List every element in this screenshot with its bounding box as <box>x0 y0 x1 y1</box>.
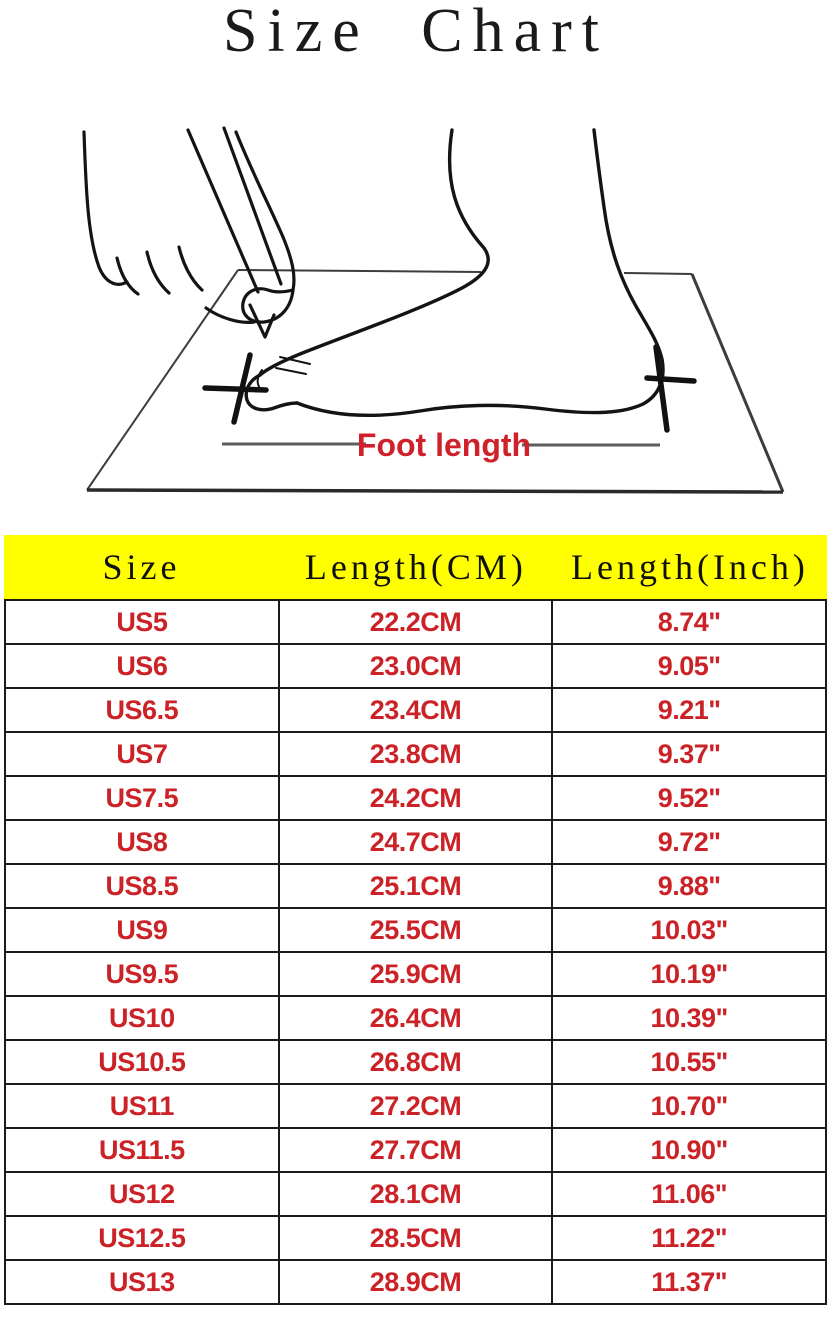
length-inch-cell: 11.37" <box>552 1260 826 1304</box>
length-cm-cell: 25.9CM <box>279 952 553 996</box>
length-inch-cell: 10.90" <box>552 1128 826 1172</box>
table-row <box>5 820 826 864</box>
size-cell: US8 <box>5 820 279 864</box>
size-cell: US10.5 <box>5 1040 279 1084</box>
length-cm-cell: 28.1CM <box>279 1172 553 1216</box>
table-row <box>5 1084 826 1128</box>
heel-cross-mark <box>647 347 694 430</box>
size-cell: US12.5 <box>5 1216 279 1260</box>
size-cell: US5 <box>5 600 279 644</box>
length-cm-cell: 23.4CM <box>279 688 553 732</box>
table-row <box>5 996 826 1040</box>
table-row <box>5 644 826 688</box>
length-cm-cell: 24.7CM <box>279 820 553 864</box>
length-cm-cell: 26.8CM <box>279 1040 553 1084</box>
length-inch-cell: 10.55" <box>552 1040 826 1084</box>
size-cell: US11.5 <box>5 1128 279 1172</box>
length-cm-cell: 25.1CM <box>279 864 553 908</box>
length-cm-cell: 27.2CM <box>279 1084 553 1128</box>
size-cell: US6 <box>5 644 279 688</box>
size-cell: US12 <box>5 1172 279 1216</box>
hand-with-pen <box>84 128 294 337</box>
table-row <box>5 1040 826 1084</box>
length-inch-cell: 10.39" <box>552 996 826 1040</box>
length-cm-cell: 25.5CM <box>279 908 553 952</box>
length-cm-cell: 23.0CM <box>279 644 553 688</box>
table-row <box>5 908 826 952</box>
length-cm-cell: 23.8CM <box>279 732 553 776</box>
size-cell: US6.5 <box>5 688 279 732</box>
size-cell: US9.5 <box>5 952 279 996</box>
length-cm-cell: 28.5CM <box>279 1216 553 1260</box>
size-cell: US7 <box>5 732 279 776</box>
table-row <box>5 952 826 996</box>
length-cm-cell: 28.9CM <box>279 1260 553 1304</box>
table-row <box>5 732 826 776</box>
table-row <box>5 600 826 644</box>
size-table-grid <box>4 599 827 1305</box>
table-header-row <box>4 535 827 599</box>
size-cell: US9 <box>5 908 279 952</box>
length-inch-cell: 10.19" <box>552 952 826 996</box>
length-cm-cell: 22.2CM <box>279 600 553 644</box>
size-cell: US13 <box>5 1260 279 1304</box>
table-row <box>5 1260 826 1304</box>
length-inch-cell: 9.72" <box>552 820 826 864</box>
length-inch-cell: 11.06" <box>552 1172 826 1216</box>
header-length-inch: Length(Inch) <box>570 547 809 587</box>
table-row <box>5 1172 826 1216</box>
length-inch-cell: 10.70" <box>552 1084 826 1128</box>
length-cm-cell: 27.7CM <box>279 1128 553 1172</box>
length-cm-cell: 26.4CM <box>279 996 553 1040</box>
length-inch-cell: 9.05" <box>552 644 826 688</box>
size-table-body <box>5 600 826 1304</box>
length-inch-cell: 11.22" <box>552 1216 826 1260</box>
header-length-cm: Length(CM) <box>304 547 527 587</box>
size-chart-table <box>4 535 827 1305</box>
table-row <box>5 864 826 908</box>
table-row <box>5 1128 826 1172</box>
size-cell: US10 <box>5 996 279 1040</box>
page-title: Size Chart <box>223 0 609 65</box>
toe-cross-mark <box>205 355 266 422</box>
length-inch-cell: 9.21" <box>552 688 826 732</box>
size-cell: US11 <box>5 1084 279 1128</box>
header-size: Size <box>102 547 181 587</box>
length-cm-cell: 24.2CM <box>279 776 553 820</box>
length-inch-cell: 8.74" <box>552 600 826 644</box>
length-inch-cell: 10.03" <box>552 908 826 952</box>
length-inch-cell: 9.37" <box>552 732 826 776</box>
size-cell: US8.5 <box>5 864 279 908</box>
table-row <box>5 1216 826 1260</box>
length-inch-cell: 9.52" <box>552 776 826 820</box>
table-row <box>5 776 826 820</box>
size-cell: US7.5 <box>5 776 279 820</box>
foot-length-label: Foot length <box>356 427 532 463</box>
table-row <box>5 688 826 732</box>
length-inch-cell: 9.88" <box>552 864 826 908</box>
foot-measurement-illustration <box>0 112 832 527</box>
